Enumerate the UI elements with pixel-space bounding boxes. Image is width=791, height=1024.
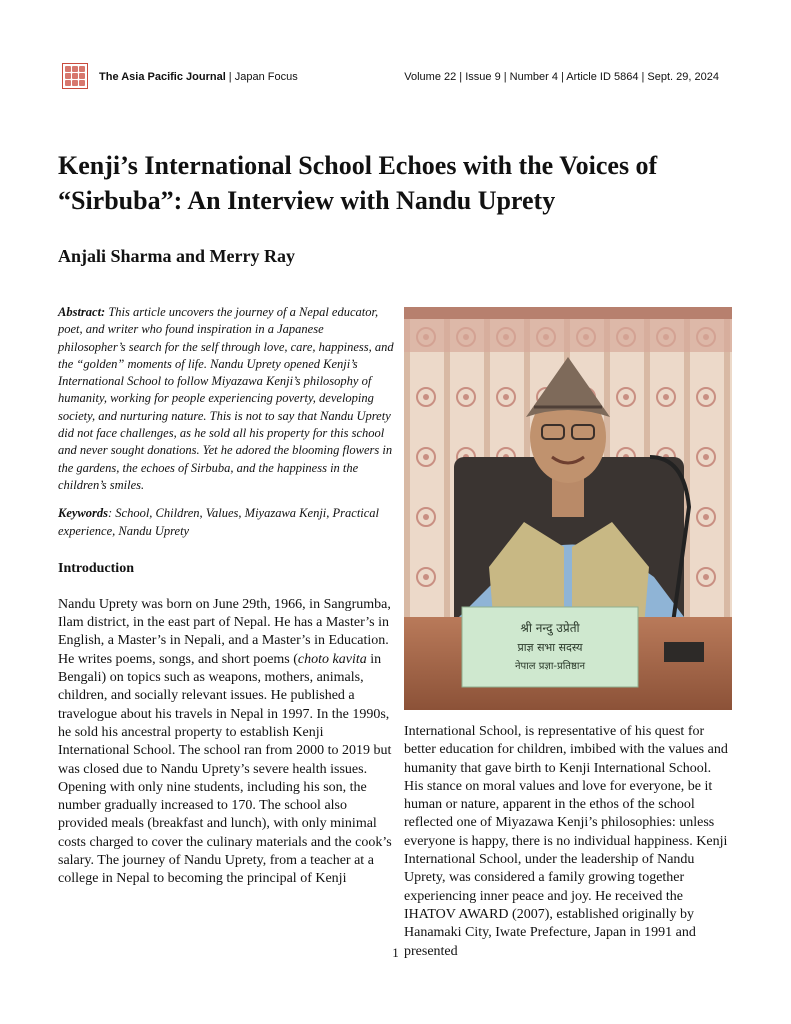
portrait-illustration xyxy=(404,307,732,710)
page-number: 1 xyxy=(392,945,399,960)
abstract-text: This article uncovers the journey of a Nepal educator, poet, and writer who found inspiration in a Japanese philosopher’s search for the self through love, care, happiness, and the “golden” moments of life. Nandu Uprety opened Kenji’s International School to follow Miyazawa Kenji’s philosophy of humanity, working for people experiencing poverty, developing society, and nurturing nature. This is not to say that Nandu Uprety did not face challenges, as he sold all his property for this school and never sought donations. Yet he adored the blooming flowers in the gardens, the echoes of Sirbuba, and the happiness in the children’s smiles. xyxy=(58,305,394,492)
portrait-photo xyxy=(404,307,732,710)
journal-logo xyxy=(62,63,88,89)
nameplate-line-3: नेपाल प्रज्ञा-प्रतिष्ठान xyxy=(514,661,586,672)
journal-title: The Asia Pacific Journal xyxy=(99,71,226,83)
keywords-text: : School, Children, Values, Miyazawa Kenji, Practical experience, Nandu Uprety xyxy=(58,506,380,538)
body-paragraph-right: International School, is representative of his quest for better education for children, imbibed with the values and humanity that gave birth to Kenji International School. His stance on moral values and love for everyone, be it human or nature, apparent in the ethos of the school reflected one of Miyazawa Kenji’s philosophies: unless everyone is happy, there is no individual happiness. Kenji International School, under the leadership of Nandu Uprety, was considered a family growing together experiencing inner peace and joy. He received the IHATOV AWARD (2007), established originally by Hanamaki City, Iwate Prefecture, Japan in 1991 and presented xyxy=(404,724,728,959)
article-meta: Volume 22 | Issue 9 | Number 4 | Article ID 5864 | Sept. 29, 2024 xyxy=(404,71,719,83)
journal-subtitle: | Japan Focus xyxy=(225,71,298,83)
journal-name xyxy=(99,71,298,83)
section-heading-introduction: Introduction xyxy=(58,560,134,576)
keywords xyxy=(58,505,394,540)
keywords-label: Keywords xyxy=(58,506,108,521)
abstract-label: Abstract: xyxy=(58,305,106,319)
left-column xyxy=(58,304,394,889)
body-paragraph-left xyxy=(58,596,394,889)
abstract xyxy=(58,304,394,494)
nameplate-line-2: प्राज्ञ सभा सदस्य xyxy=(517,641,583,654)
article-authors: Anjali Sharma and Merry Ray xyxy=(58,246,295,266)
article-title: Kenji’s International School Echoes with the Voices of “Sirbuba”: An Interview with Nandu Uprety xyxy=(58,151,658,215)
body-text-2: in Bengali) on topics such as weapons, mothers, animals, children, and socially relevant issues. He published a travelogue about his travels in Nepal in 1997. In the 1990s, he sold his ancestral property to establish Kenji International School. The school ran from 2000 to 2019 but was closed due to Nandu Uprety’s severe health issues. Opening with only nine students, including his son, the number gradually increased to 170. The school also provided meals (breakfast and lunch), with only minimal costs charged to cover the culinary materials and the cook’s salary. The journey of Nandu Uprety, from a teacher at a college in Nepal to becoming the principal of Kenji xyxy=(58,651,392,887)
body-text-1: Nandu Uprety was born on June 29th, 1966, in Sangrumba, Ilam district, in the east part of Nepal. He has a Master’s in English, a Master’s in Nepali, and a Master’s in Education. He writes poems, songs, and short poems ( xyxy=(58,596,391,667)
nameplate-line-1: श्री नन्दु उप्रेती xyxy=(520,621,580,635)
body-text-italic: choto kavita xyxy=(297,651,367,667)
